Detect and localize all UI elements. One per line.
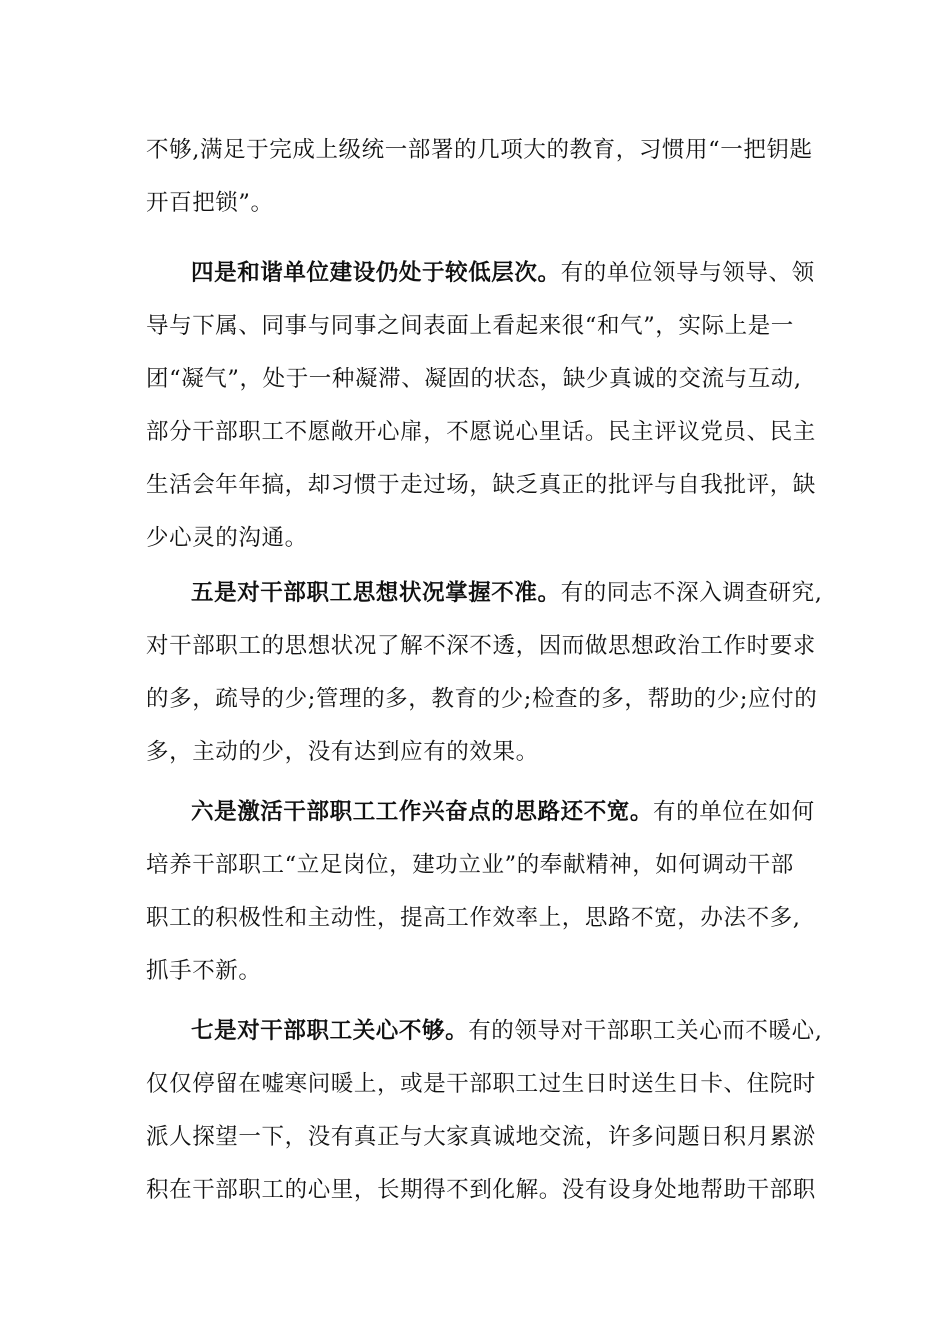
text-line: 职工的积极性和主动性，提高工作效率上，思路不宽，办法不多,: [146, 905, 801, 931]
paragraph-five: [146, 567, 823, 779]
text-line: 部分干部职工不愿敞开心扉，不愿说心里话。民主评议党员、民主: [146, 419, 816, 445]
text-span: 有的领导对干部职工关心而不暖心,: [468, 1018, 823, 1044]
text-line: 导与下属、同事与同事之间表面上看起来很“和气”，实际上是一: [146, 313, 794, 339]
text-line: 积在干部职工的心里，长期得不到化解。没有设身处地帮助干部职: [146, 1177, 816, 1203]
paragraph-heading: 四是和谐单位建设仍处于较低层次。: [191, 260, 561, 286]
text-span: 有的单位在如何: [653, 799, 815, 825]
paragraph-heading: 六是激活干部职工工作兴奋点的思路还不宽。: [191, 799, 654, 825]
text-line: 对干部职工的思想状况了解不深不透，因而做思想政治工作时要求: [146, 633, 816, 659]
text-line: 不够,满足于完成上级统一部署的几项大的教育，习惯用“一把钥匙: [146, 137, 813, 163]
text-line: [146, 786, 815, 839]
text-line: 多，主动的少，没有达到应有的效果。: [146, 739, 539, 765]
text-line: 培养干部职工“立足岗位，建功立业”的奉献精神，如何调动干部: [146, 852, 794, 878]
text-span: 有的单位领导与领导、领: [560, 260, 815, 286]
paragraph-four: [146, 247, 816, 565]
paragraph-continuation: [146, 124, 813, 230]
paragraph-heading: 五是对干部职工思想状况掌握不准。: [191, 580, 561, 606]
text-line: 抓手不新。: [146, 958, 262, 984]
text-line: [146, 247, 815, 300]
text-line: 仅仅停留在嘘寒问暖上，或是干部职工过生日时送生日卡、住院时: [146, 1071, 816, 1097]
text-line: 的多，疏导的少;管理的多，教育的少;检查的多，帮助的少;应付的: [146, 686, 818, 712]
paragraph-seven: [146, 1005, 823, 1217]
text-line: [146, 1005, 823, 1058]
text-line: 生活会年年搞，却习惯于走过场，缺乏真正的批评与自我批评，缺: [146, 472, 816, 498]
text-line: 少心灵的沟通。: [146, 525, 308, 551]
text-line: 开百把锁”。: [146, 190, 274, 216]
text-line: 团“凝气”，处于一种凝滞、凝固的状态，缺少真诚的交流与互动,: [146, 366, 802, 392]
text-line: 派人探望一下，没有真正与大家真诚地交流，许多问题日积月累淤: [146, 1124, 816, 1150]
text-line: [146, 567, 823, 620]
text-span: 有的同志不深入调查研究,: [560, 580, 823, 606]
paragraph-six: [146, 786, 815, 998]
paragraph-heading: 七是对干部职工关心不够。: [191, 1018, 469, 1044]
